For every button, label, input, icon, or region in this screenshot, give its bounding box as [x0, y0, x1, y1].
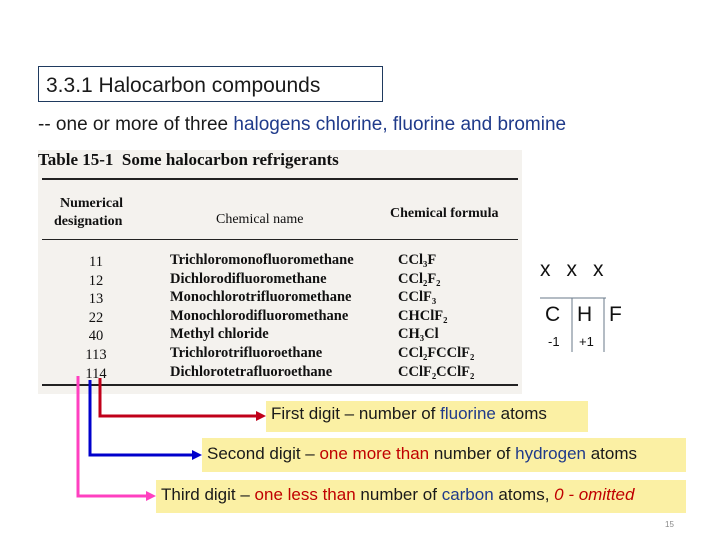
table-cell-name: Monochlorodifluoromethane: [170, 307, 349, 324]
x-marker: x: [540, 258, 553, 281]
box1-text-a: First digit – number of: [271, 404, 441, 423]
letter-c: C: [545, 303, 561, 326]
x-marker: x: [593, 258, 606, 281]
table-cell-num: 114: [85, 365, 107, 382]
table-cell-formula: CCl₂FCClF₂: [398, 344, 475, 361]
box2-hydrogen: hydrogen: [515, 444, 586, 463]
first-digit-box: [266, 401, 588, 432]
letter-f: F: [609, 303, 622, 326]
table-label: Table 15-1: [38, 150, 114, 169]
table-cell-formula: CClF₂CClF₂: [398, 363, 475, 380]
table-cell-num: 40: [88, 328, 104, 345]
table-cell-formula: CCl₂F₂: [398, 270, 441, 287]
table-cell-name: Dichlorotetrafluoroethane: [170, 363, 333, 380]
table-cell-name: Trichloromonofluoromethane: [170, 252, 354, 268]
table-cell-name: Methyl chloride: [170, 326, 269, 343]
box3-text-a: Third digit –: [161, 485, 255, 504]
table-cell-formula: CHClF₂: [398, 307, 448, 324]
x-marker: x: [566, 258, 579, 281]
table-cell-num: 13: [88, 291, 104, 308]
element-letters: [545, 303, 622, 327]
table-cell-formula: CClF₃: [398, 289, 437, 306]
table-cell-num: 113: [85, 346, 107, 363]
box2-one-more-than: one more than: [319, 444, 430, 463]
second-digit-arrow: [90, 380, 202, 460]
box3-text-e: atoms,: [493, 485, 555, 504]
table-cell-formula: CCl₃F: [398, 252, 437, 268]
header-designation: designation: [54, 214, 123, 229]
table-cell-name: Dichlorodifluoromethane: [170, 270, 327, 287]
box3-text-c: number of: [355, 485, 442, 504]
letter-h: H: [577, 303, 593, 326]
box3-zero-omitted: 0 - omitted: [554, 485, 635, 504]
table-cell-num: 11: [89, 254, 103, 270]
table-cell-name: Trichlorotrifluoroethane: [170, 344, 323, 361]
slide-title: 3.3.1 Halocarbon compounds: [38, 66, 383, 102]
header-chemical-name: Chemical name: [216, 212, 304, 227]
header-chemical-formula: Chemical formula: [390, 206, 499, 221]
box2-text-e: atoms: [586, 444, 638, 463]
table-cell-num: 22: [88, 309, 104, 326]
first-digit-arrow: [100, 378, 266, 421]
second-digit-box: [202, 438, 686, 472]
header-numerical: Numerical: [60, 196, 123, 211]
table-caption: Some halocarbon refrigerants: [121, 150, 339, 169]
box3-carbon: carbon: [441, 485, 494, 504]
subtitle-highlight: halogens chlorine, fluorine and bromine: [233, 114, 567, 135]
box1-text-c: atoms: [495, 404, 547, 423]
third-digit-box: [156, 480, 686, 513]
table-cell-num: 12: [88, 272, 104, 289]
box2-text-c: number of: [429, 444, 516, 463]
table-cell-formula: CH₃Cl: [398, 326, 439, 343]
oxidation-carbon: -1: [548, 334, 560, 349]
box2-text-a: Second digit –: [207, 444, 320, 463]
page-number: 15: [665, 520, 674, 529]
oxidation-hydrogen: +1: [579, 334, 594, 349]
subtitle-prefix: -- one or more of three: [38, 114, 234, 135]
box3-one-less-than: one less than: [254, 485, 356, 504]
table-cell-name: Monochlorotrifluoromethane: [170, 289, 352, 306]
box1-fluorine: fluorine: [440, 404, 496, 423]
